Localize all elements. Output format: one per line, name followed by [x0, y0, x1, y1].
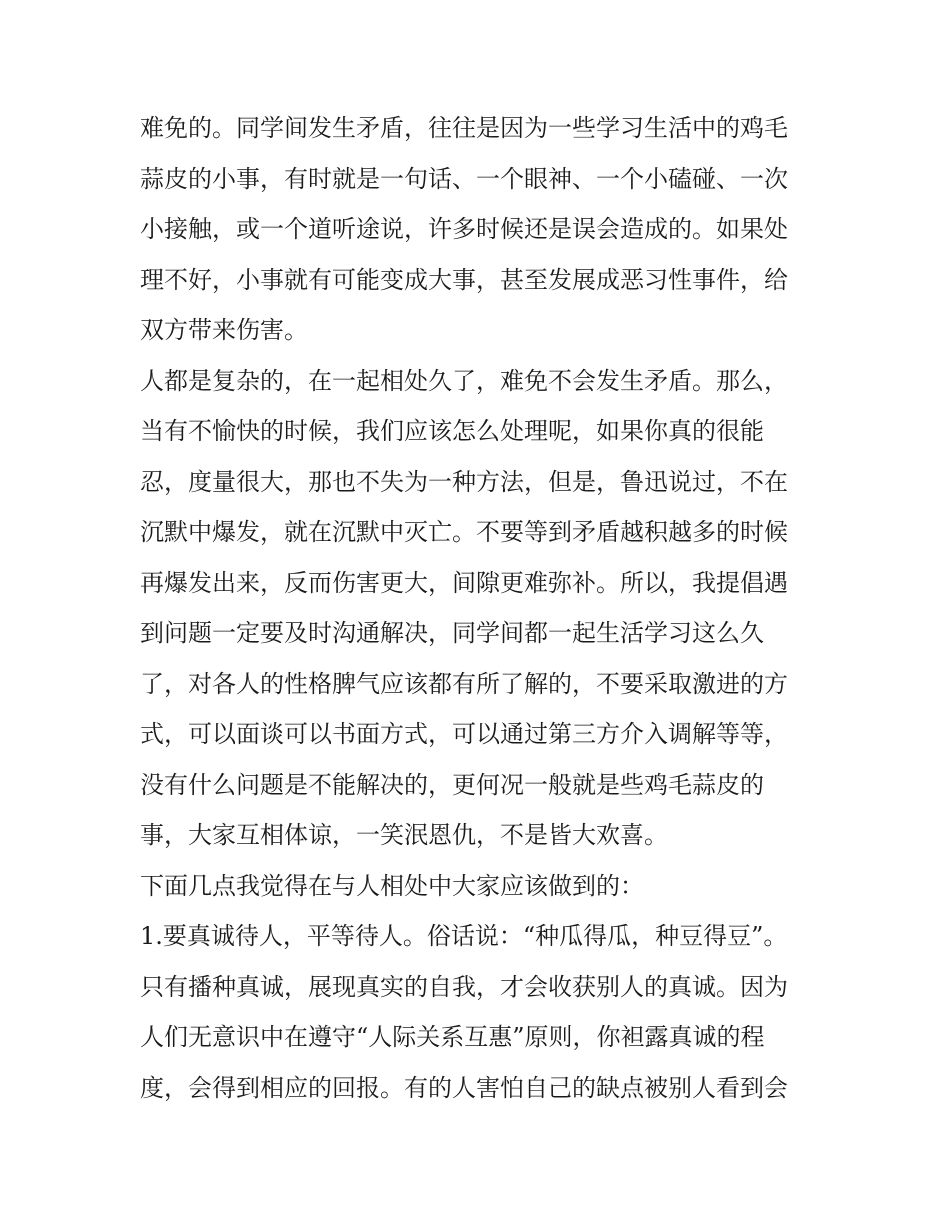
- text-line: 忍，度量很大，那也不失为一种方法，但是，鲁迅说过，不在: [140, 467, 788, 496]
- text-line: 下面几点我觉得在与人相处中大家应该做到的：: [140, 871, 644, 900]
- text-line: 小接触，或一个道听途说，许多时候还是误会造成的。如果处: [140, 215, 788, 243]
- text-line: 再爆发出来，反而伤害更大，间隙更难弥补。所以，我提倡遇: [140, 568, 788, 597]
- text-line: 人们无意识中在遵守“人际关系互惠”原则，你袒露真诚的程: [140, 1023, 765, 1051]
- text-line: 双方带来伤害。: [140, 316, 308, 344]
- text-line: 当有不愉快的时候，我们应该怎么处理呢，如果你真的很能: [140, 417, 764, 445]
- text-line: 1.要真诚待人，平等待人。俗话说：“种瓜得瓜，种豆得豆”。: [140, 922, 788, 950]
- text-line: 度，会得到相应的回报。有的人害怕自己的缺点被别人看到会: [140, 1073, 788, 1102]
- text-line: 没有什么问题是不能解决的，更何况一般就是些鸡毛蒜皮的: [140, 770, 764, 799]
- document-body: [140, 103, 820, 1113]
- text-line: 了，对各人的性格脾气应该都有所了解的，不要采取激进的方: [140, 669, 788, 698]
- text-line: 式，可以面谈可以书面方式，可以通过第三方介入调解等等，: [140, 720, 788, 748]
- text-line: 只有播种真诚，展现真实的自我，才会收获别人的真诚。因为: [140, 972, 788, 1001]
- text-line: 难免的。同学间发生矛盾，往往是因为一些学习生活中的鸡毛: [140, 114, 788, 142]
- text-line: 事，大家互相体谅，一笑泯恩仇，不是皆大欢喜。: [140, 821, 668, 849]
- text-line: 到问题一定要及时沟通解决，同学间都一起生活学习这么久: [140, 619, 764, 647]
- text-line: 沉默中爆发，就在沉默中灭亡。不要等到矛盾越积越多的时候: [140, 518, 788, 546]
- text-line: 人都是复杂的，在一起相处久了，难免不会发生矛盾。那么，: [140, 366, 788, 395]
- text-line: 理不好，小事就有可能变成大事，甚至发展成恶习性事件，给: [140, 265, 788, 294]
- text-line: 蒜皮的小事，有时就是一句话、一个眼神、一个小磕碰、一次: [140, 164, 788, 193]
